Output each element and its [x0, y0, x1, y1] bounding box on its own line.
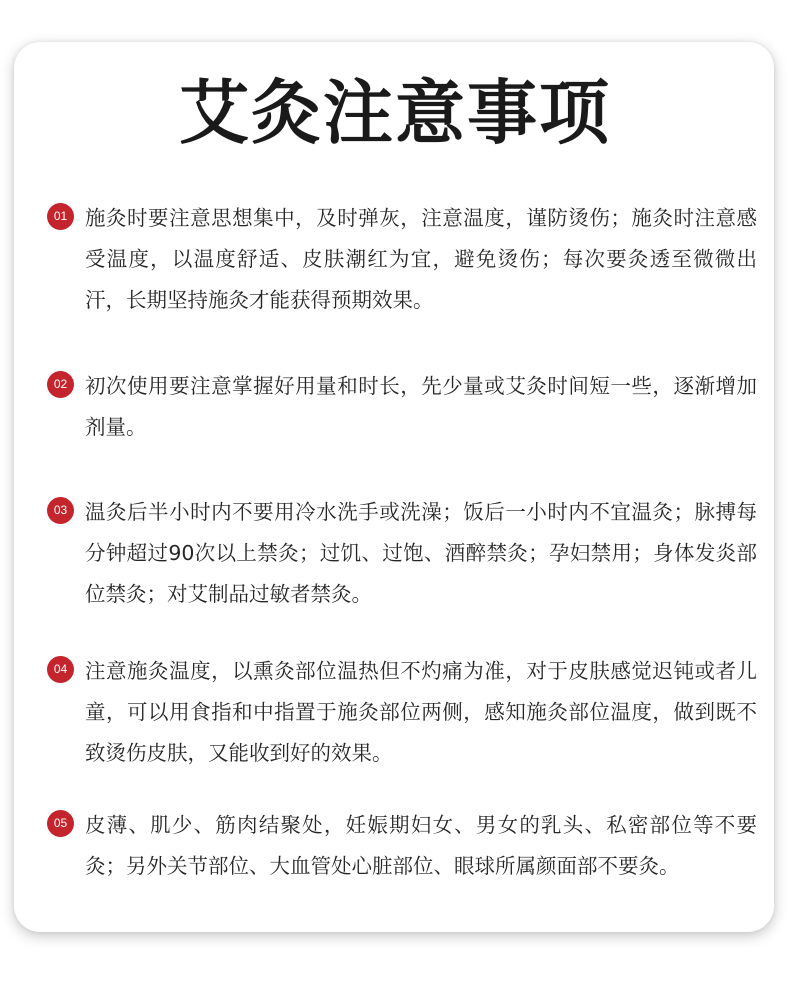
content-card	[14, 42, 774, 932]
item-number-badge: 04	[47, 656, 74, 683]
page-title: 艾灸注意事项	[179, 72, 611, 154]
item-number-badge: 01	[47, 203, 74, 230]
item-number-badge: 02	[47, 371, 74, 398]
item-number-badge: 05	[47, 810, 74, 837]
item-text: 温灸后半小时内不要用冷水洗手或洗澡；饭后一小时内不宜温灸；脉搏每分钟超过90次以上禁灸；过饥、过饱、酒醉禁灸；孕妇禁用；身体发炎部位禁灸；对艾制品过敏者禁灸。	[85, 500, 757, 606]
item-text: 施灸时要注意思想集中，及时弹灰，注意温度，谨防烫伤；施灸时注意感受温度，以温度舒适、皮肤潮红为宜，避免烫伤；每次要灸透至微微出汗，长期坚持施灸才能获得预期效果。	[85, 206, 757, 312]
item-text: 初次使用要注意掌握好用量和时长，先少量或艾灸时间短一些，逐渐增加剂量。	[85, 374, 757, 439]
item-number-badge: 03	[47, 497, 74, 524]
item-text: 皮薄、肌少、筋肉结聚处，妊娠期妇女、男女的乳头、私密部位等不要灸；另外关节部位、大血管处心脏部位、眼球所属颜面部不要灸。	[85, 813, 757, 878]
item-text: 注意施灸温度，以熏灸部位温热但不灼痛为准，对于皮肤感觉迟钝或者儿童，可以用食指和中指置于施灸部位两侧，感知施灸部位温度，做到既不致烫伤皮肤，又能收到好的效果。	[85, 659, 757, 765]
